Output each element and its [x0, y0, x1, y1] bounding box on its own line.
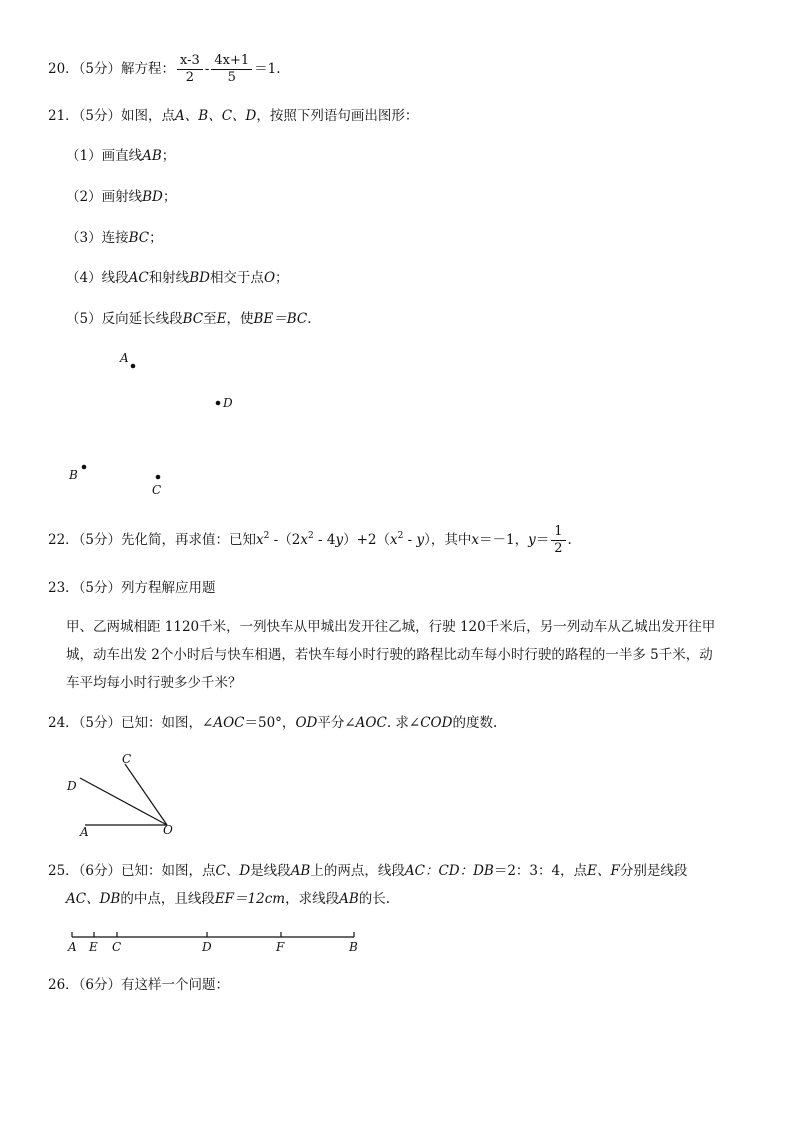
label-c: C [122, 752, 132, 766]
q25-text: 的中点，且线段 [120, 891, 215, 907]
minus-sign: - [204, 61, 210, 77]
q20-fraction-2 [211, 53, 252, 86]
point-c-dot [156, 475, 161, 480]
expr-text: ）+2（ [343, 532, 390, 548]
step-var: BD [142, 189, 163, 205]
label-b: B [349, 940, 358, 954]
point-label-a: A [120, 351, 129, 365]
fraction-denominator: 2 [554, 541, 563, 556]
step-var: O [263, 270, 276, 286]
point-d-dot [216, 401, 221, 406]
step-var: AB [142, 148, 162, 164]
q22-prefix: 22．（5分）先化简，再求值：已知 [48, 532, 257, 548]
exponent: 2 [263, 531, 270, 541]
q25-segment-figure [60, 925, 370, 955]
fraction-numerator: x-3 [177, 53, 203, 70]
step-text: ； [149, 230, 163, 246]
q21-step-4 [66, 268, 289, 288]
step-text: （5）反向延长线段 [66, 311, 183, 327]
step-text: （4）线段 [66, 270, 129, 286]
step-text: 至 [203, 311, 217, 327]
q20-line [48, 53, 281, 86]
step-var: AC [128, 270, 149, 286]
q23-title: 23．（5分）列方程解应用题 [48, 580, 216, 596]
expr-var: y [528, 532, 536, 548]
step-var: BD [189, 270, 210, 286]
q25-text: ＝2：3：4，点 [493, 863, 588, 879]
q25-line-1 [48, 861, 687, 881]
expr-text: - 4 [313, 532, 336, 548]
fraction-denominator: 5 [227, 70, 236, 85]
point-label-d: D [223, 396, 233, 410]
q25-line-2 [66, 889, 390, 909]
q24-var: OD [295, 715, 318, 731]
ray-od [80, 778, 167, 825]
q25-var: AB [339, 891, 359, 907]
label-c: C [112, 940, 122, 954]
point-label-b: B [69, 468, 78, 482]
q25-var: AB [290, 863, 311, 879]
q25-var: AC、DB [66, 891, 121, 907]
q25-text: ，求线段 [285, 891, 340, 907]
point-a-dot [131, 364, 136, 369]
q24-text: 24．（5分）已知：如图， [48, 715, 203, 731]
step-text: ； [162, 189, 177, 205]
q24-text: . 求 [386, 715, 409, 731]
q21-points-figure [60, 345, 260, 505]
expr-text: ），其中 [424, 532, 472, 548]
q23-body-line-2: 城，动车出发 2个小时后与快车相遇，若快车每小时行驶的路程比动车每小时行驶的路程的一半多 5千米，动 [66, 647, 713, 663]
q24-angle-figure [60, 748, 200, 840]
fraction-numerator: 1 [551, 524, 565, 541]
q25-var: C、D [215, 863, 251, 879]
expr-text: ＝ [535, 532, 550, 548]
point-label-c: C [152, 483, 162, 497]
q22-line [48, 524, 572, 557]
q23-body-line-1: 甲、乙两城相距 1120千米，一列快车从甲城出发开往乙城，行驶 120千米后，另一列动车从乙城出发开往甲 [66, 619, 716, 635]
q25-text: 上的两点，线段 [310, 863, 405, 879]
q21-step-3 [66, 228, 163, 248]
q21-stem [48, 106, 418, 126]
q25-var: EF＝12cm [214, 891, 286, 907]
step-text: . [307, 311, 312, 327]
q25-text: 分别是线段 [619, 863, 688, 879]
q26-title: 26．（6分）有这样一个问题： [48, 977, 230, 993]
ray-oc [125, 764, 167, 825]
step-text: ； [161, 148, 176, 164]
exponent: 2 [307, 531, 314, 541]
step-var: E [216, 311, 227, 327]
label-d: D [202, 940, 212, 954]
expr-var: y [335, 532, 344, 548]
step-text: 和射线 [148, 270, 190, 286]
q21-step-1 [66, 146, 175, 166]
label-a: A [80, 825, 89, 839]
q21-points: A、B、C、D [175, 108, 257, 124]
expr-var: y [416, 532, 425, 548]
step-var: BE＝BC [253, 311, 308, 327]
q25-var: E、F [587, 863, 620, 879]
expr-var: x [389, 532, 398, 548]
fraction-denominator: 2 [185, 70, 195, 85]
exponent: 2 [397, 531, 404, 541]
q24-text: 的度数. [452, 715, 498, 731]
q24-text: 平分 [317, 715, 345, 731]
expr-text: ＝－1， [479, 532, 529, 548]
q22-half-fraction [551, 524, 565, 557]
expr-var: x [300, 532, 308, 548]
q24-angle: ∠AOC [202, 715, 245, 731]
step-text: （3）连接 [66, 230, 129, 246]
q20-prefix: 20．（5分）解方程： [48, 61, 176, 77]
q21-step-5 [66, 309, 312, 329]
label-e: E [89, 940, 98, 954]
q20-fraction-1 [177, 53, 203, 86]
expr-text: -（2 [269, 532, 301, 548]
label-o: O [163, 823, 173, 837]
step-text: （1）画直线 [66, 148, 143, 164]
step-var: BC [182, 311, 204, 327]
q25-var: AC：CD：DB [404, 863, 494, 879]
step-text: （2）画射线 [66, 189, 143, 205]
q25-text: 25．（6分）已知：如图，点 [48, 863, 216, 879]
q21-stem-a: 21．（5分）如图，点 [48, 108, 176, 124]
label-d: D [67, 779, 77, 793]
q24-angle: ∠AOC [344, 715, 387, 731]
step-text: 相交于点 [209, 270, 264, 286]
expr-var: x [256, 532, 264, 548]
q21-stem-end: ，按照下列语句画出图形： [256, 108, 419, 124]
q25-text: 的长. [358, 891, 391, 907]
q25-text: 是线段 [250, 863, 291, 879]
step-text: ； [275, 270, 289, 286]
step-var: BC [128, 230, 150, 246]
q20-suffix: ＝1. [254, 61, 281, 77]
q24-angle: ∠COD [408, 715, 453, 731]
expr-var: x [471, 532, 480, 548]
fraction-numerator: 4x+1 [211, 53, 252, 70]
label-a: A [68, 940, 77, 954]
q23-body-line-3: 车平均每小时行驶多少千米？ [66, 675, 242, 691]
expr-text: - [403, 532, 417, 548]
q24-text: ＝50°， [244, 715, 296, 731]
q24-line [48, 713, 497, 733]
expr-text: . [567, 532, 572, 548]
point-b-dot [82, 465, 87, 470]
q21-step-2 [66, 187, 176, 207]
step-text: ，使 [226, 311, 254, 327]
label-f: F [276, 940, 285, 954]
